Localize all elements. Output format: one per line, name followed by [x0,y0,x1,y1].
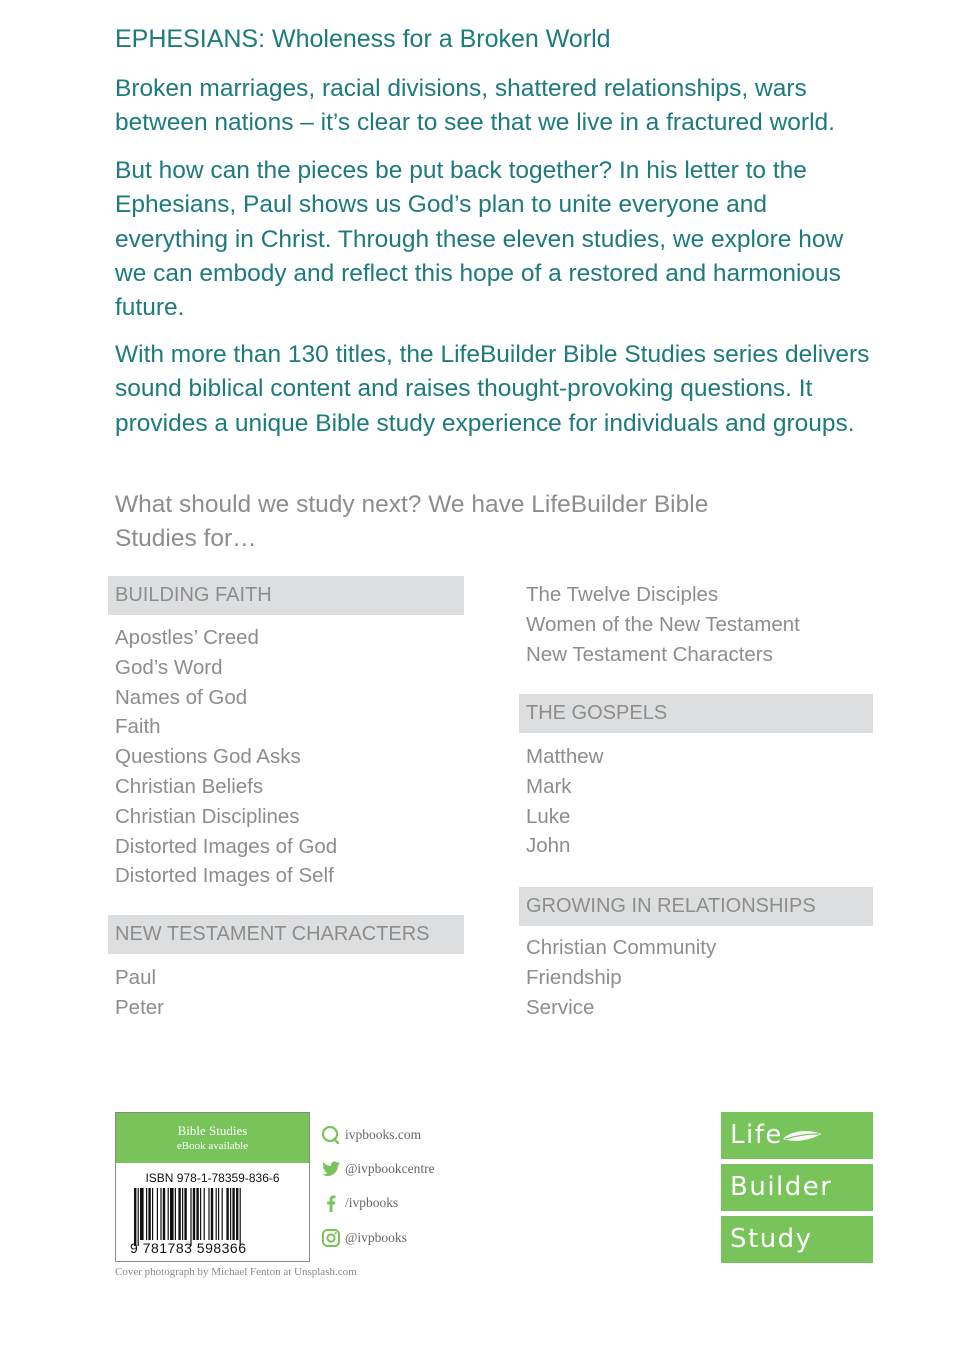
ebook-label [116,1113,309,1163]
instagram-icon [320,1227,342,1249]
barcode-bar [216,1188,217,1240]
barcode-bar [226,1188,228,1240]
logo-study [721,1216,873,1263]
social-twitter-text: @ivpbookcentre [345,1161,435,1176]
list-item: Apostles’ Creed [115,626,259,649]
social-facebook[interactable] [320,1192,398,1214]
list-item: Friendship [526,965,622,989]
barcode-bar [134,1188,136,1246]
list-item: John [526,834,571,858]
barcode-bar [163,1188,165,1240]
bible-studies-label: Bible Studies [177,1123,248,1138]
barcode-bar [204,1188,205,1240]
list-item: Paul [115,966,157,989]
list-item: God’s Word [115,655,223,679]
barcode-bar [232,1188,234,1240]
barcode-bar [182,1188,183,1240]
leaf-icon [781,1128,823,1144]
photo-credit: Cover photograph by Michael Fenton at Unsplash.com [115,1266,357,1278]
barcode-bar [193,1188,195,1240]
list-item: Matthew [526,745,604,768]
category-header-nt-characters: NEW TESTAMENT CHARACTERS [108,915,464,954]
ebook-available-label: eBook available [176,1140,249,1152]
list-item: Questions God Asks [115,745,301,769]
list-item: New Testament Characters [526,642,773,666]
logo-builder-text: Builder [730,1172,833,1202]
barcode-bar [146,1188,147,1240]
list-item: The Twelve Disciples [526,583,719,606]
relationships-list [526,933,716,1022]
twitter-icon [320,1158,342,1180]
gospels-list [526,742,603,861]
social-instagram-text: @ivpbooks [345,1230,407,1245]
list-item: Luke [526,804,571,828]
social-web[interactable] [320,1124,421,1146]
social-web-text: ivpbooks.com [345,1127,422,1142]
list-item: Mark [526,774,572,798]
barcode-bar [148,1188,150,1240]
isbn-text: ISBN 978-1-78359-836-6 [145,1171,280,1185]
barcode-bar [152,1188,153,1240]
series-prompt: What should we study next? We have LifeBuilder Bible Studies for… [115,491,709,553]
barcode-panel [115,1112,310,1262]
nt-characters-list [115,963,164,1023]
category-header-relationships: GROWING IN RELATIONSHIPS [519,887,873,926]
barcode-bar [140,1188,144,1240]
barcode-bar [211,1188,213,1240]
barcode-bar [196,1188,198,1240]
barcode-bar [236,1188,238,1240]
blurb-paragraph-1: Broken marriages, racial divisions, shattered relationships, wars between nations – it’s clear to see that we live in a fractured world. [115,75,835,137]
logo-life-text: Life [730,1120,783,1150]
social-instagram[interactable] [320,1227,407,1249]
category-header-gospels: THE GOSPELS [519,694,873,733]
barcode-bar [200,1188,201,1240]
barcode-bar [157,1188,158,1240]
facebook-icon [320,1192,342,1214]
logo-builder [721,1164,873,1211]
list-item: Distorted Images of Self [115,864,334,888]
list-item: Names of God [115,685,248,709]
list-item: Christian Disciplines [115,804,300,828]
blurb-paragraph-2: But how can the pieces be put back together? In his letter to the Ephesians, Paul shows us God’s plan to unite everyone and everything in Christ. Through these eleven studies, we explore how we can embody and reflect this hope of a restored and harmonious future. [115,157,844,322]
list-item: Faith [115,715,161,739]
barcode-bar [160,1188,161,1240]
list-item: Women of the New Testament [526,612,800,636]
barcode-icon [134,1188,294,1248]
barcode-bar [170,1188,174,1240]
list-item: Christian Community [526,936,717,959]
barcode-bar [178,1188,180,1240]
barcode-bar [190,1188,191,1246]
blurb-paragraph-3: With more than 130 titles, the LifeBuilder Bible Studies series delivers sound biblical content and raises thought-provoking questions. It provides a unique Bible study experience for individuals and groups. [115,341,870,437]
barcode-bar [218,1188,219,1240]
barcode-bar [208,1188,209,1240]
list-item: Christian Beliefs [115,774,264,798]
building-faith-list [115,623,337,891]
web-icon [320,1124,342,1146]
barcode-bar [240,1188,241,1246]
book-title: EPHESIANS: Wholeness for a Broken World [115,25,611,53]
logo-study-text: Study [730,1224,813,1254]
social-facebook-text: /ivpbooks [345,1195,399,1210]
barcode-bar [222,1188,223,1240]
barcode-bar [175,1188,176,1240]
barcode-bar [138,1188,139,1246]
logo-life [721,1112,873,1159]
list-item: Distorted Images of God [115,834,338,858]
barcode-bar [184,1188,186,1240]
nt-characters-continued-list [526,580,800,669]
category-header-building-faith: BUILDING FAITH [108,576,464,615]
list-item: Service [526,995,595,1019]
barcode-bar [230,1188,231,1240]
barcode-digits: 9 781783 598366 [130,1240,247,1256]
barcode-bar [168,1188,169,1240]
list-item: Peter [115,995,164,1019]
social-twitter[interactable] [320,1158,435,1180]
